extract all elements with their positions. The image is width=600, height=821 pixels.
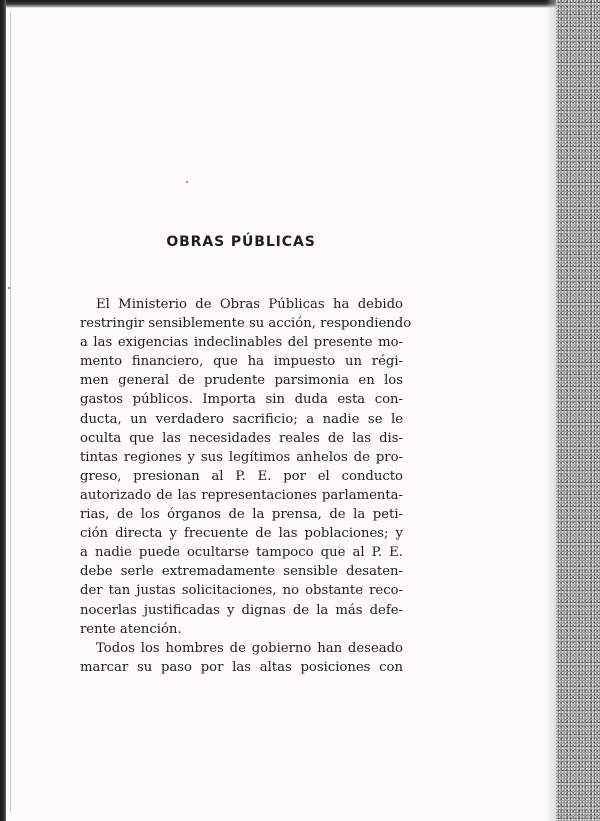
- text-line: marcar su paso por las altas posiciones con: [80, 659, 403, 675]
- text-line: der tan justas solicitaciones, no obstante reco-: [80, 583, 403, 599]
- paper-speck: [186, 181, 188, 183]
- text-line: El Ministerio de Obras Públicas ha debido: [96, 297, 403, 312]
- text-line: rente atención.: [80, 621, 182, 637]
- paper-speck: [8, 287, 10, 289]
- page-edge-shadow: [546, 0, 556, 821]
- body-text: [80, 295, 412, 677]
- text-line: ducta, un verdadero sacrificio; a nadie se le: [80, 411, 403, 427]
- text-line: debe serle extremadamente sensible desaten-: [80, 564, 403, 580]
- text-line: men general de prudente parsimonia en los: [80, 373, 403, 389]
- binding-shadow-left: [0, 0, 6, 821]
- text-line: gastos públicos. Importa sin duda esta con-: [80, 392, 403, 408]
- text-line: a las exigencias indeclinables del presente mo-: [80, 335, 403, 351]
- page-edge-texture: [556, 0, 600, 821]
- text-line: mento financiero, que ha impuesto un régi-: [80, 354, 403, 370]
- text-line: ción directa y frecuente de las poblaciones; y: [80, 526, 403, 542]
- text-line: restringir sensiblemente su acción, respondiendo: [80, 316, 412, 332]
- text-line: tintas regiones y sus legítimos anhelos de pro-: [80, 449, 403, 465]
- binding-shadow-top: [0, 0, 560, 8]
- text-line: Todos los hombres de gobierno han deseado: [96, 640, 403, 656]
- text-line: nocerlas justificadas y dignas de la más defe-: [80, 602, 403, 618]
- text-line: greso, presionan al P. E. por el conducto: [80, 468, 403, 484]
- text-line: a nadie puede ocultarse tampoco que al P. E.: [80, 545, 403, 561]
- text-line: oculta que las necesidades reales de las dis-: [80, 430, 403, 446]
- text-line: rias, de los órganos de la prensa, de la peti-: [80, 507, 403, 523]
- section-heading: OBRAS PÚBLICAS: [166, 234, 316, 250]
- binding-crease: [10, 12, 11, 812]
- text-line: autorizado de las representaciones parlamenta-: [80, 487, 403, 503]
